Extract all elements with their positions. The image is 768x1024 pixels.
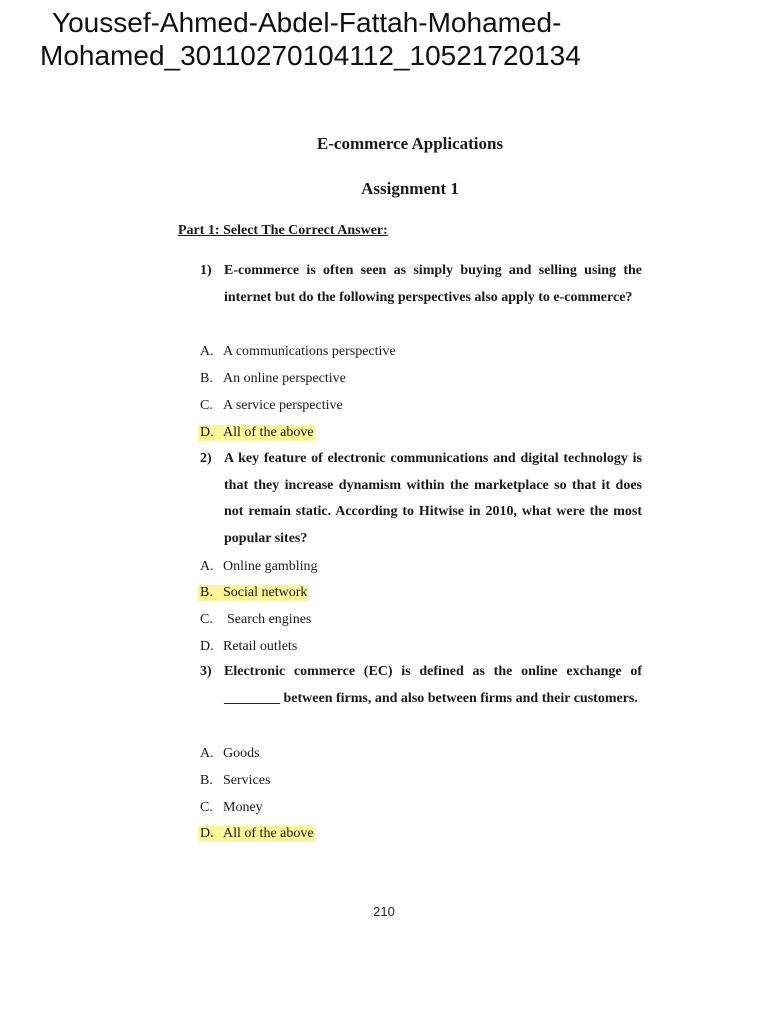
option-2a xyxy=(200,557,318,577)
option-text: An online perspective xyxy=(223,371,346,386)
option-letter: C. xyxy=(200,612,213,627)
option-text: Goods xyxy=(223,746,260,761)
option-3a xyxy=(200,744,260,764)
document-title: E-commerce Applications xyxy=(316,134,504,153)
option-letter: D. xyxy=(200,425,214,440)
option-2b-selected xyxy=(200,583,308,603)
option-text: Social network xyxy=(223,585,308,600)
option-letter: A. xyxy=(200,559,214,574)
option-text: Retail outlets xyxy=(223,639,298,654)
header-line-1: Youssef-Ahmed-Abdel-Fattah-Mohamed- xyxy=(52,7,562,38)
question-number: 1) xyxy=(200,263,212,278)
option-letter: D. xyxy=(200,826,214,841)
assignment-title: Assignment 1 xyxy=(361,179,459,198)
option-1d-selected xyxy=(200,423,315,443)
part-heading: Part 1: Select The Correct Answer: xyxy=(178,223,388,238)
page-number: 210 xyxy=(373,904,395,919)
page-header xyxy=(40,6,581,72)
option-text: Search engines xyxy=(227,612,312,627)
option-1b xyxy=(200,369,346,389)
option-letter: B. xyxy=(200,585,213,600)
option-text: A service perspective xyxy=(223,398,343,413)
option-1a xyxy=(200,342,396,362)
option-3b xyxy=(200,771,270,791)
question-text: E-commerce is often seen as simply buying and selling using the internet but do the following perspectives also apply to e-commerce? xyxy=(224,263,642,305)
option-3c xyxy=(200,798,263,818)
question-text: Electronic commerce (EC) is defined as the online exchange of ________ between firms, and also between firms and their customers. xyxy=(224,664,642,706)
option-letter: A. xyxy=(200,746,214,761)
option-letter: B. xyxy=(200,371,213,386)
option-letter: C. xyxy=(200,800,213,815)
option-text: Money xyxy=(223,800,263,815)
answer-highlight xyxy=(198,585,308,601)
answer-highlight xyxy=(198,425,315,441)
option-text: All of the above xyxy=(223,826,314,841)
header-line-2: Mohamed_30110270104112_10521720134 xyxy=(40,40,581,71)
question-3 xyxy=(200,659,642,712)
question-number: 2) xyxy=(200,451,212,466)
question-1 xyxy=(200,258,642,311)
option-2d xyxy=(200,637,297,657)
option-3d-selected xyxy=(200,824,315,844)
option-letter: C. xyxy=(200,398,213,413)
option-text: Online gambling xyxy=(223,559,318,574)
question-text: A key feature of electronic communications and digital technology is that they increase dynamism within the marketplace so that it does not remain static. According to Hitwise in 2010, what were the most popular sites? xyxy=(224,451,642,547)
option-text: All of the above xyxy=(223,425,314,440)
answer-highlight xyxy=(198,826,315,842)
option-1c xyxy=(200,396,343,416)
option-letter: D. xyxy=(200,639,214,654)
option-letter: A. xyxy=(200,344,214,359)
option-text: A communications perspective xyxy=(223,344,396,359)
option-2c xyxy=(200,610,311,630)
question-2 xyxy=(200,446,642,553)
question-number: 3) xyxy=(200,664,212,679)
option-text: Services xyxy=(223,773,271,788)
option-letter: B. xyxy=(200,773,213,788)
